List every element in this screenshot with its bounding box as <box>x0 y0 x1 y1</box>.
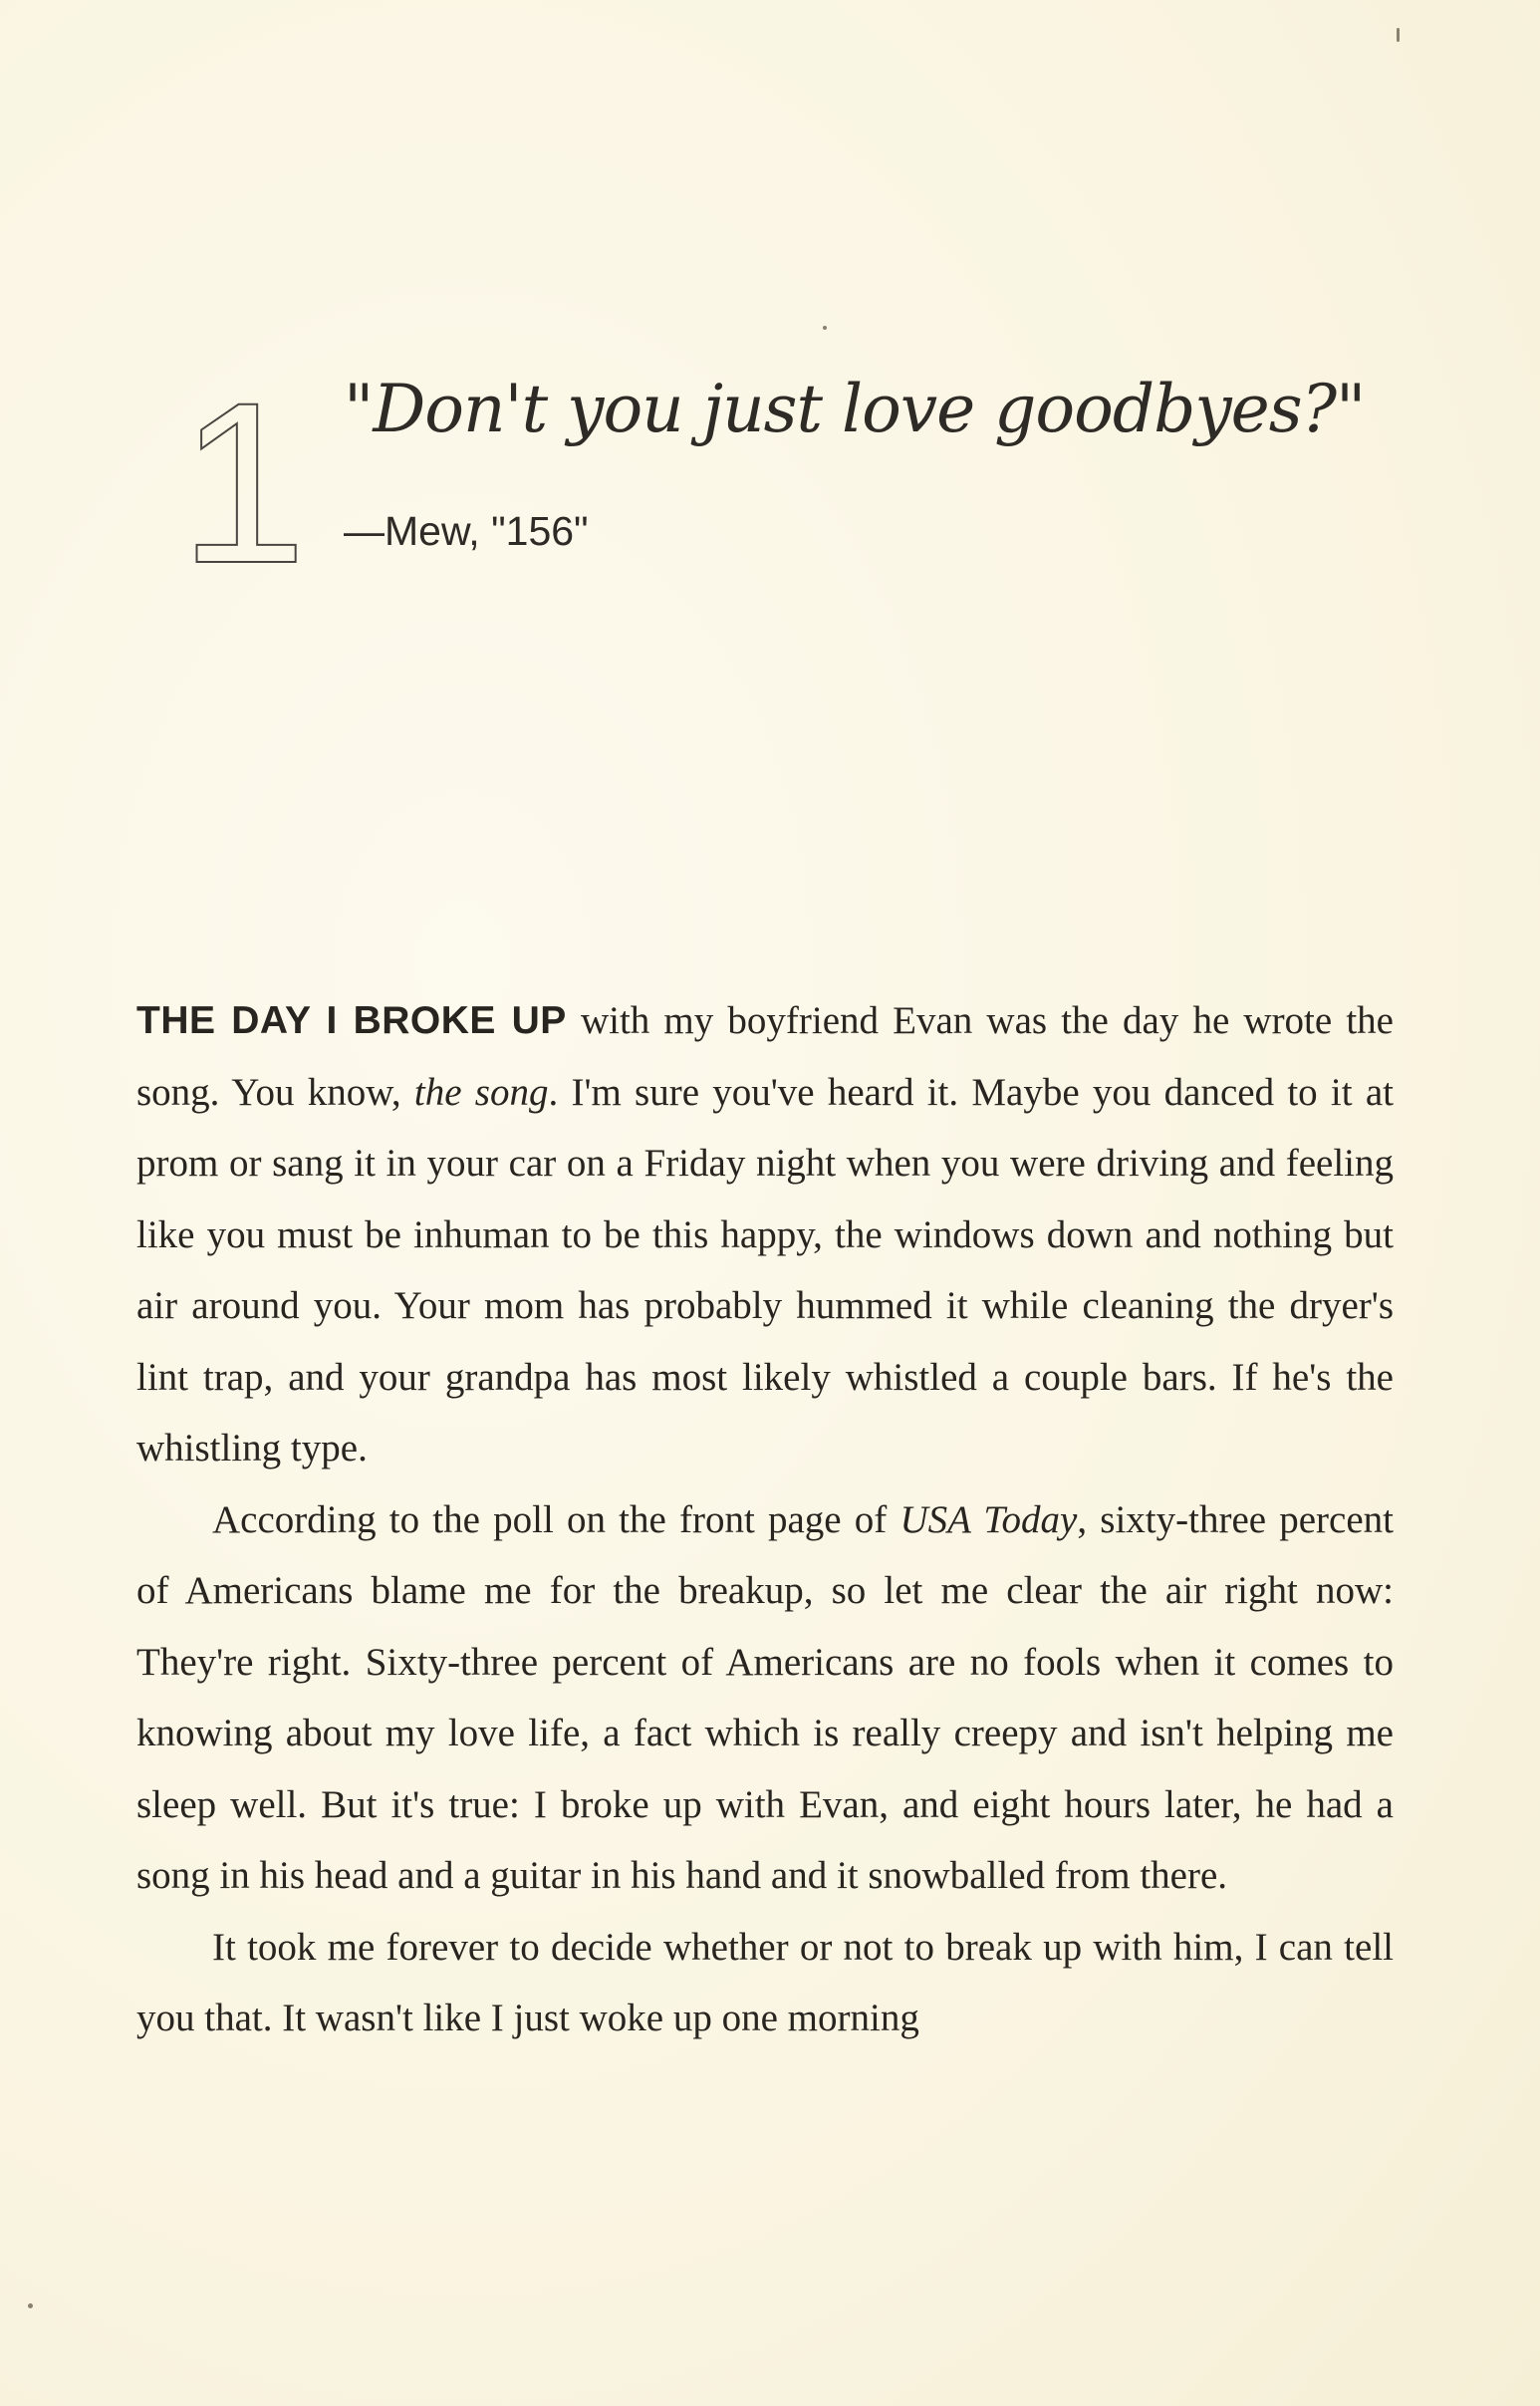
paragraph-1-text-b: . I'm sure you've heard it. Maybe you danced to it at prom or sang it in your car on a Friday night when you were driving and feeling like you must be inhuman to be this happy, the windows down and nothing but air around you. Your mom has probably hummed it while cleaning the dryer's lint trap, and your grandpa has most likely whistled a couple bars. If he's the whistling type. <box>136 1070 1394 1470</box>
chapter-body <box>136 985 1394 2054</box>
paragraph-2 <box>136 1484 1394 1912</box>
paragraph-2-text-a: According to the poll on the front page of <box>212 1497 900 1541</box>
paragraph-1 <box>136 985 1394 1484</box>
scan-speck <box>823 326 827 330</box>
scan-speck <box>28 2303 33 2308</box>
epigraph-attribution: —Mew, "156" <box>344 508 589 554</box>
paragraph-1-text-a: with my boyfriend Evan was the day he wrote the song. You know, <box>136 999 1394 1114</box>
lead-in: THE DAY I BROKE UP <box>136 999 567 1042</box>
paragraph-3: It took me forever to decide whether or not to break up with him, I can tell you that. It wasn't like I just woke up one morning <box>136 1925 1394 2039</box>
paragraph-2-text-b: , sixty-three percent of Americans blame me for the breakup, so let me clear the air right now: They're right. Sixty-three percent of Americans are no fools when it comes to knowing about my love life, a fact which is really creepy and isn't helping me sleep well. But it's true: I broke up with Evan, and eight hours later, he had a song in his head and a guitar in his hand and it snowballed from there. <box>136 1497 1395 1897</box>
chapter-number: 1 <box>179 355 303 611</box>
epigraph-quote: "Don't you just love goodbyes?" <box>344 371 1366 447</box>
paragraph-1-emphasis: the song <box>413 1070 549 1114</box>
scan-speck <box>1397 28 1400 42</box>
paragraph-2-emphasis: USA Today <box>899 1497 1078 1541</box>
